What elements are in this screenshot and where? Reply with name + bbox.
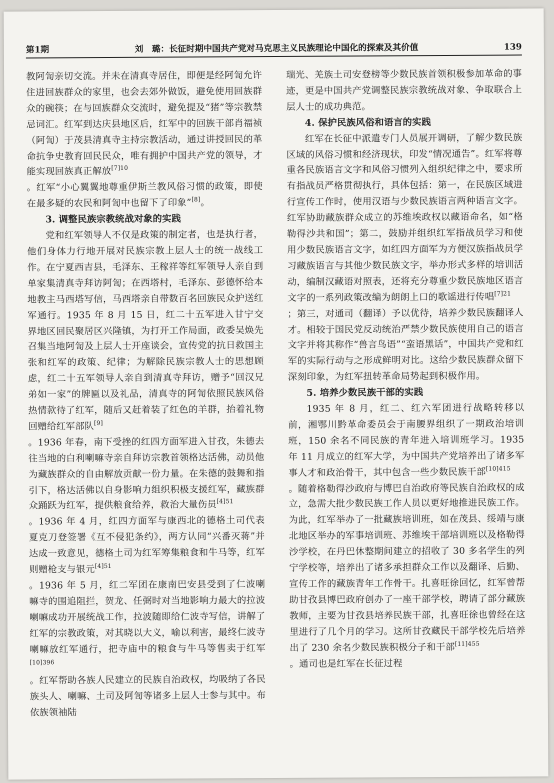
paragraph: 。红军“小心翼翼地尊重伊斯兰教风俗习惯的政策，即使在最多疑的农民和阿訇中也留下了印象”[8]。 (26, 181, 263, 210)
citation: [10]415 (485, 465, 511, 473)
paragraph: 教阿訇亲切交流。并未在清真寺居住，即便是经阿訇允许住进回族群众的家里，也会去郊外做饭，避免使用回族群众的碗筷；在与回族群众交流时，避免提及“猪”等宗教禁忌词汇。红军到达庆县地区后，红军中的回族干部肖福祯（阿訇）于茂县清真寺主持宗教活动，通过讲授回民的革命抗争史教育回民民众，唯有拥护中国共产党的领导，才能实现回族真正解放$^{[7]10}$ (26, 70, 263, 178)
paragraph: ；第三，对通司（翻译）予以优待，培养少数民族翻译人才。相较于国民党反动统治严禁少数民族使用自己的语言文字并将其称作“兽言鸟语”“蛮语黑话”，中国共产党和红军的实际行动与之形成鲜明对比。这给少数民族群众留下深刻印象，为红军扭转革命局势起到积极作用。 (287, 307, 524, 384)
article-running-title: 刘 璐：长征时期中国共产党对马克思主义民族理论中国化的探索及其价值 (134, 43, 419, 55)
citation: [9] (93, 419, 103, 427)
paragraph: 。1936 年 4 月，红四方面军与康西北的德格土司代表夏克刀登签署《互不侵犯条约》，两方认同“兴番灭蒋”并达成一致意见，德格土司为红军筹集粮食和牛马等，红军则赠枪支与银元$^{[4]51}$ (28, 515, 266, 576)
paragraph: 。红军帮助各族人民建立的民族自治政权，均吸纳了各民族头人、喇嘛、土司及阿訇等诸多上层人士参与其中。布依族领袖陆 (29, 674, 266, 719)
citation: [4]51 (216, 498, 234, 506)
citation: [7]10 (111, 165, 129, 173)
citation: [11]455 (454, 640, 480, 648)
citation: [7]21 (494, 290, 512, 298)
citation: [8] (191, 196, 201, 204)
paragraph: 瑞光、羌族土司安登榜等少数民族首领积极参加革命的事迹，更是中国共产党调整民族宗教统战对象、争取联合上层人士的成功典范。 (286, 68, 523, 113)
left-column (26, 68, 266, 722)
citation: [10]396 (29, 658, 55, 666)
page-number: 139 (503, 42, 522, 53)
document-page (4, 8, 549, 779)
running-header (26, 38, 522, 55)
header-rule (26, 54, 522, 58)
issue-number: 第1期 (25, 45, 50, 56)
paragraph: 红军在长征中派遣专门人员展开调研，了解少数民族区域的风俗习惯和经济现状，印发“情况通告”。红军将尊重各民族语言文字和风俗习惯列入组织纪律之中，要求所有指战员严格贯彻执行，具体包括：第一，在民族区域进行宣传工作时，使用汉语与少数民族语言两种语言文字。红军协助藏族群众成立的苏维埃政权以藏语命名，如“格勒得沙共和国”；第二，鼓励并组织红军指战员学习和使用少数民族语言文字，如红四方面军为方便汉族指战员学习藏族语言与其他少数民族文字，举办形式多样的培训活动，编制汉藏语对照表，还将充分尊重少数民族地区语言文字的一系列政策改编为朗朗上口的歌谣进行传唱$^{[7]21}$ (286, 132, 524, 304)
paragraph: 党和红军领导人不仅是政策的制定者，也是执行者，他们身体力行地开展对民族宗教上层人士的统一战线工作。在宁夏西吉县，毛泽东、王稼祥等红军领导人亲自到单家集清真寺拜访阿訇；在西塔村，毛泽东、彭德怀给本地教主马西塔写信，马西塔亲自带数百名回族民众护送红军通行。1935 年 8 月 15 日，红二十五军进入甘宁交界地区回民聚居区兴隆镇，为打开工作局面，政委吴焕先召集当地阿訇及上层人士开座谈会，宣传党的抗日救国主张和红军的政策、纪律；为解除民族宗教人士的思想顾虑，红二十五军领导人亲自到清真寺拜访，赠予“回汉兄弟如一家”的牌匾以及礼品，清真寺的阿訇依照民族风俗热情款待了红军，随后又赶着装了红色的羊群，抬着礼物回赠给红军部队[9] (27, 229, 265, 433)
paragraph: 。1936 年春，南下受挫的红四方面军进入甘孜，朱德去往当地的白利喇嘛寺亲自拜访宗教首领格达活佛，动员他为藏族群众的自由解放贡献一份力量。在朱德的鼓舞和指引下，格达活佛以自身影响力组织积极支援红军，藏族群众踊跃为红军，提供粮食给养，救治大量伤员$^{[4]51}$ (28, 435, 265, 512)
paragraph: 。随着格勒得沙政府与博巴自治政府等民族自治政权的成立，急需大批少数民族工作人员以更好地推进民族工作。为此，红军举办了一批藏族培训班，如在茂县、绥靖与康北地区举办的军事培训班、苏维埃干部培训班以及格勒得沙学校，在丹巴休整期间建立的招收了 30 多名学生的列宁学校等，培养出了诸多承担群众工作以及翻译、后勤、宣传工作的藏族青年工作骨干。扎喜旺徐回忆，红军曾帮助甘孜县博巴政府创办了一座干部学校，聘请了部分藏族教师，主要为甘孜县培养民族干部，扎喜旺徐也曾经在这里进行了几个月的学习。这所甘孜藏民干部学校先后培养出了 230 余名少数民族积极分子和干部$^{[11]455}$ (288, 482, 526, 654)
paragraph: 1935 年 8 月，红二、红六军团进行战略转移以前，湘鄂川黔革命委员会于南腰界组织了一期政治培训班，150 余名不同民族的青年进入培训班学习。1935 年 11 月成立的红军大学，为中国共产党培养出了诸多军事人才和政治骨干，其中包含一些少数民族干部$^{[10]415}$ (288, 402, 525, 479)
paragraph: 。通司也是红军在长征过程 (289, 657, 403, 670)
right-column (286, 66, 526, 672)
paragraph: 。1936 年 5 月，红二军团在康南巴安县受到了仁波喇嘛寺的围追阻拦，贺龙、任弼时对当地影响力最大的拉波喇嘛成功开展统战工作，拉波随即给仁波寺写信，讲解了红军的宗教政策，对其晓以大义，喻以利害，最终仁波寺喇嘛放红军通行，把寺庙中的粮食与牛马等售卖于红军$^{[10]396}$ (29, 579, 266, 666)
section-heading: 4. 保护民族风俗和语言的实践 (304, 116, 432, 129)
citation: [4]51 (94, 563, 112, 571)
section-heading: 3. 调整民族宗教统战对象的实践 (45, 213, 181, 226)
section-heading: 5. 培养少数民族干部的实践 (306, 387, 424, 399)
